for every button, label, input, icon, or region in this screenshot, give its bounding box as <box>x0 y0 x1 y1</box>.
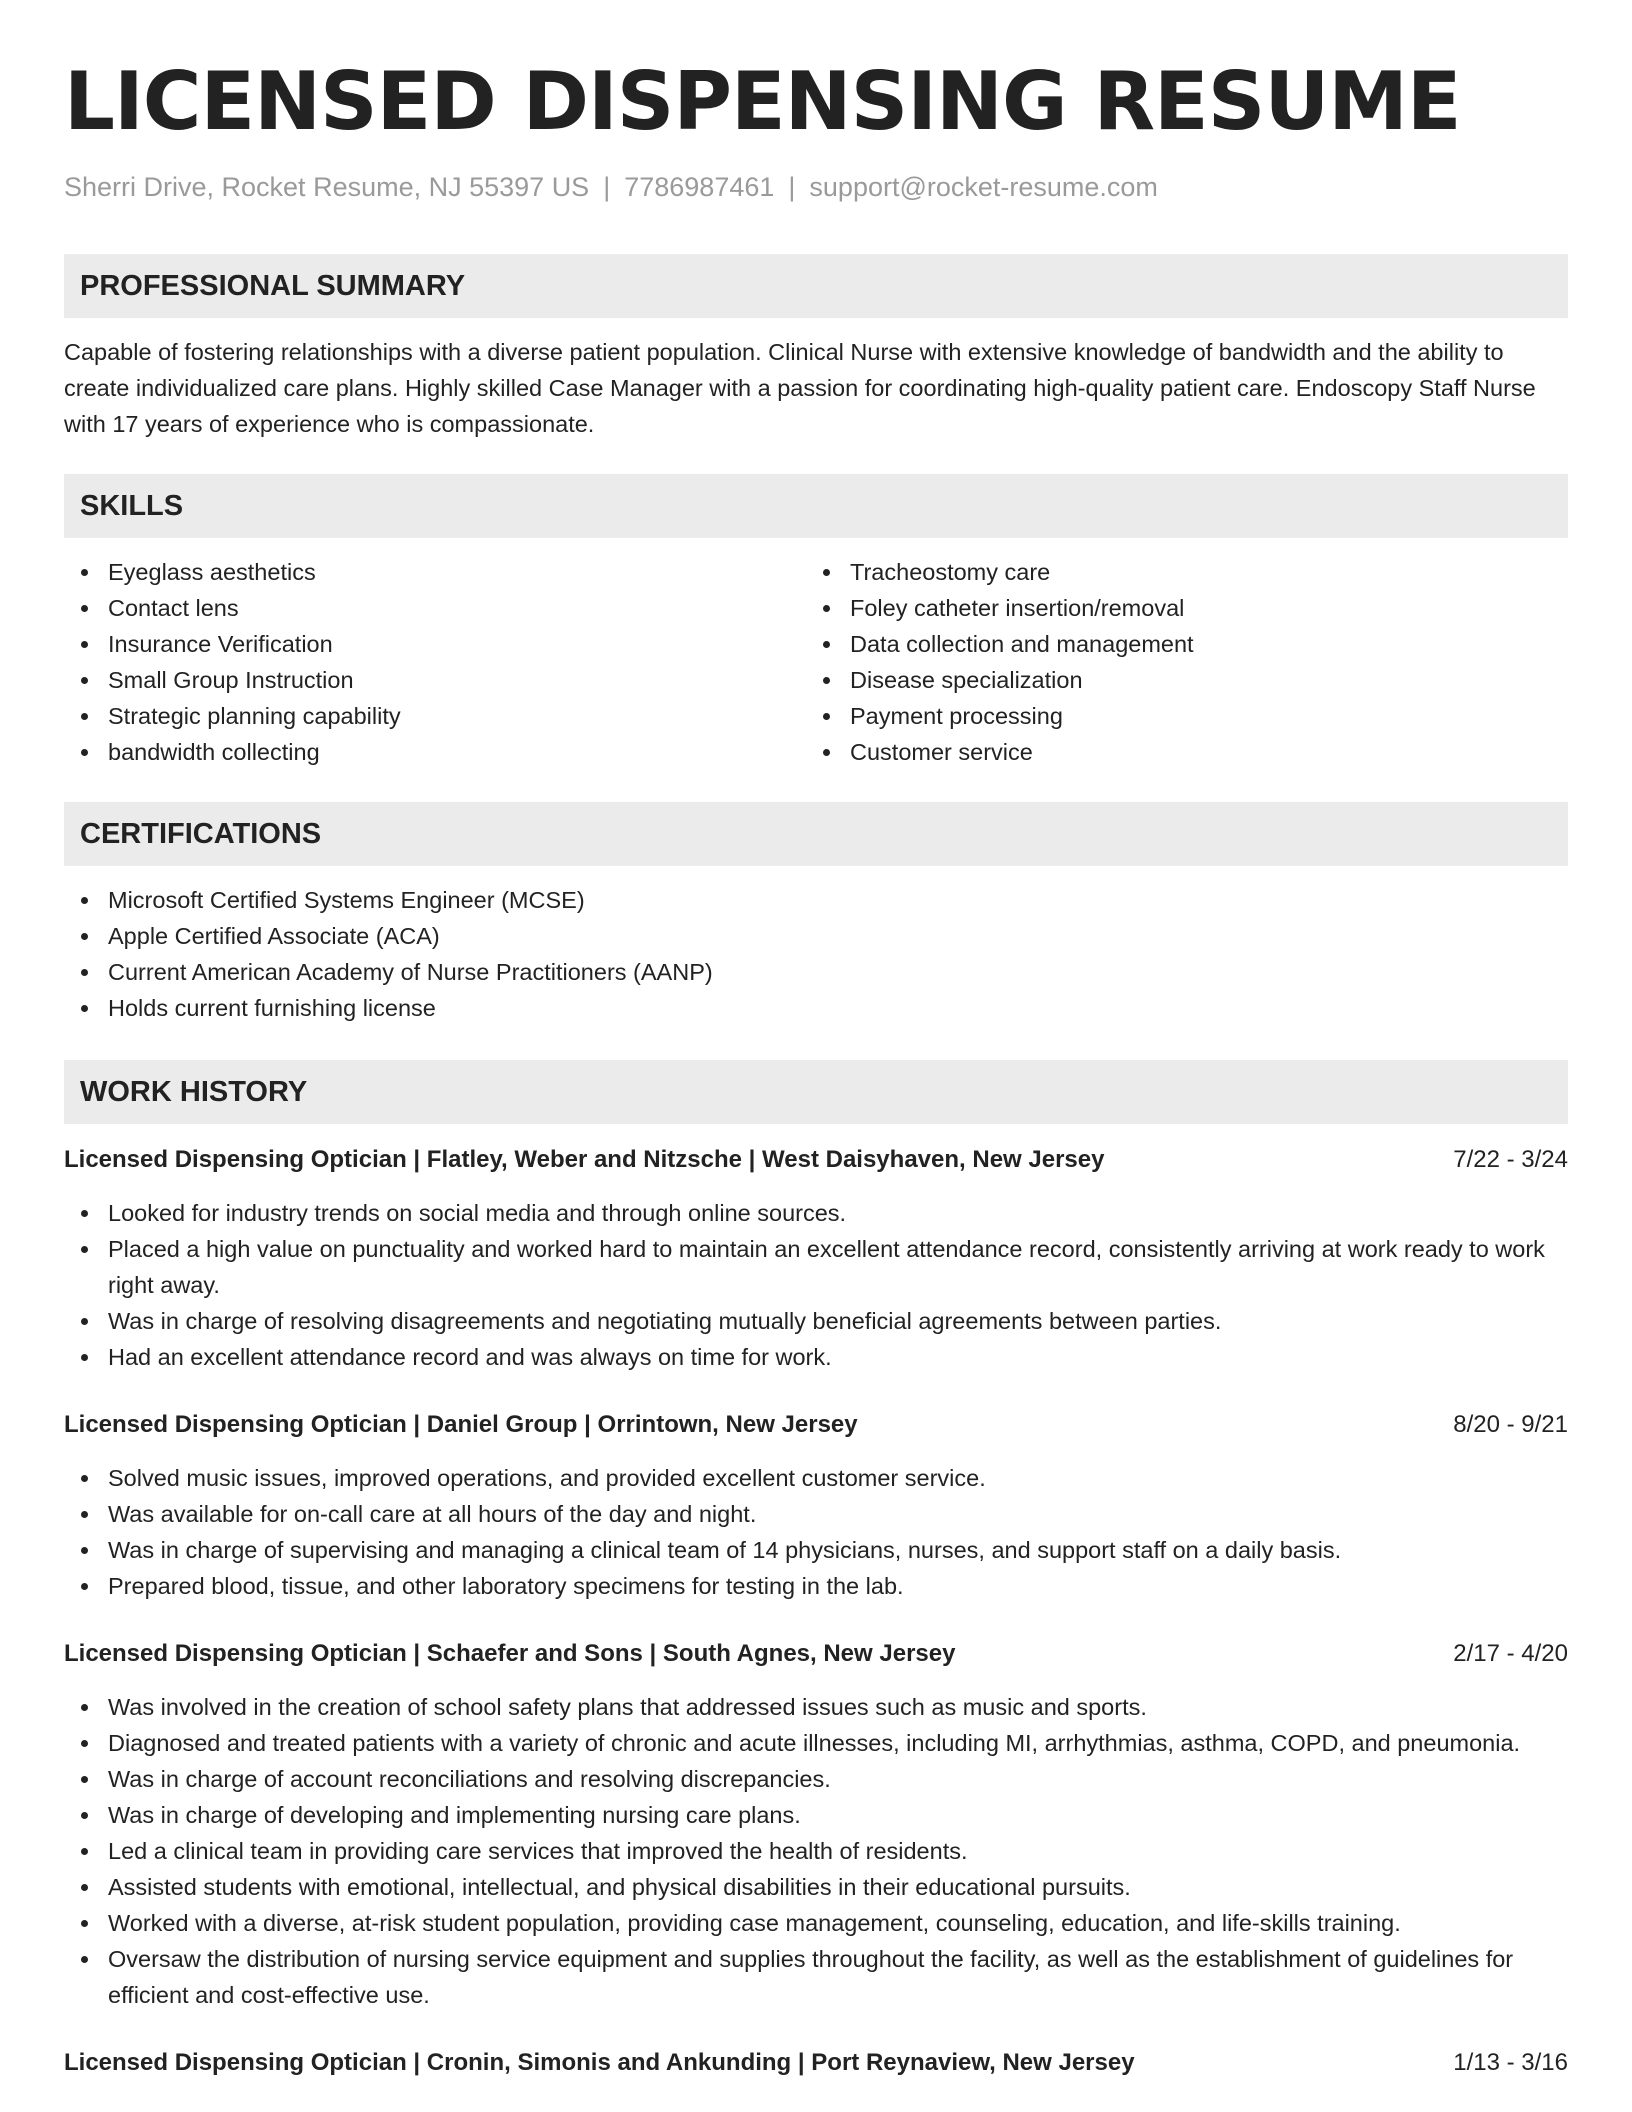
skill-item: Foley catheter insertion/removal <box>806 590 1548 626</box>
certification-item: Holds current furnishing license <box>64 990 1568 1026</box>
skill-item: Disease specialization <box>806 662 1548 698</box>
job-bullet: Was involved in the creation of school safety plans that addressed issues such as music and sports. <box>64 1689 1568 1725</box>
job-title: Licensed Dispensing Optician | Schaefer and Sons | South Agnes, New Jersey <box>64 1640 956 1667</box>
job-bullet: Prepared blood, tissue, and other laboratory specimens for testing in the lab. <box>64 1568 1568 1604</box>
job-bullet: Solved music issues, improved operations, and provided excellent customer service. <box>64 1460 1568 1496</box>
certifications-section <box>64 802 1568 1026</box>
skills-columns <box>64 554 1568 770</box>
resume-page <box>64 0 1568 2081</box>
certifications-list <box>64 882 1568 1026</box>
job-entry <box>64 1636 1568 2013</box>
job-bullet: Looked for industry trends on social media and through online sources. <box>64 1195 1568 1231</box>
contact-line <box>64 170 1568 204</box>
contact-email[interactable]: support@rocket-resume.com <box>809 172 1158 202</box>
work-history-section <box>64 1060 1568 2081</box>
skill-item: Payment processing <box>806 698 1548 734</box>
skill-item: Strategic planning capability <box>64 698 806 734</box>
job-dates: 8/20 - 9/21 <box>1453 1411 1568 1438</box>
certifications-heading: CERTIFICATIONS <box>64 802 1568 866</box>
job-entry <box>64 2045 1568 2081</box>
job-bullets <box>64 1195 1568 1375</box>
skills-heading: SKILLS <box>64 474 1568 538</box>
job-bullet: Assisted students with emotional, intellectual, and physical disabilities in their educational pursuits. <box>64 1869 1568 1905</box>
job-header <box>64 2045 1568 2081</box>
skill-item: Tracheostomy care <box>806 554 1548 590</box>
job-bullet: Was in charge of developing and implementing nursing care plans. <box>64 1797 1568 1833</box>
job-bullet: Oversaw the distribution of nursing service equipment and supplies throughout the facility, as well as the establishment of guidelines for efficient and cost-effective use. <box>64 1941 1568 2013</box>
skills-list-right <box>806 554 1548 770</box>
job-bullet: Placed a high value on punctuality and worked hard to maintain an excellent attendance record, consistently arriving at work ready to work right away. <box>64 1231 1568 1303</box>
skill-item: Insurance Verification <box>64 626 806 662</box>
job-bullets <box>64 1689 1568 2013</box>
skill-item: Contact lens <box>64 590 806 626</box>
skill-item: Eyeglass aesthetics <box>64 554 806 590</box>
job-bullets <box>64 1460 1568 1604</box>
skill-item: Data collection and management <box>806 626 1548 662</box>
skill-item: Customer service <box>806 734 1548 770</box>
certification-item: Microsoft Certified Systems Engineer (MCSE) <box>64 882 1568 918</box>
job-bullet: Led a clinical team in providing care services that improved the health of residents. <box>64 1833 1568 1869</box>
contact-separator: | <box>603 172 611 202</box>
skills-list-left <box>64 554 806 770</box>
job-bullet: Was in charge of supervising and managing a clinical team of 14 physicians, nurses, and support staff on a daily basis. <box>64 1532 1568 1568</box>
job-header <box>64 1407 1568 1443</box>
job-bullet: Was in charge of account reconciliations and resolving discrepancies. <box>64 1761 1568 1797</box>
job-entry <box>64 1142 1568 1375</box>
job-dates: 2/17 - 4/20 <box>1453 1640 1568 1667</box>
job-bullet: Was in charge of resolving disagreements and negotiating mutually beneficial agreements between parties. <box>64 1303 1568 1339</box>
contact-address: Sherri Drive, Rocket Resume, NJ 55397 US <box>64 172 590 202</box>
job-dates: 1/13 - 3/16 <box>1453 2049 1568 2076</box>
job-dates: 7/22 - 3/24 <box>1453 1146 1568 1173</box>
job-title: Licensed Dispensing Optician | Daniel Group | Orrintown, New Jersey <box>64 1411 858 1438</box>
skill-item: Small Group Instruction <box>64 662 806 698</box>
certification-item: Current American Academy of Nurse Practitioners (AANP) <box>64 954 1568 990</box>
skill-item: bandwidth collecting <box>64 734 806 770</box>
job-header <box>64 1142 1568 1178</box>
job-bullet: Worked with a diverse, at-risk student population, providing case management, counseling, education, and life-skills training. <box>64 1905 1568 1941</box>
contact-separator: | <box>788 172 796 202</box>
job-bullet: Diagnosed and treated patients with a variety of chronic and acute illnesses, including MI, arrhythmias, asthma, COPD, and pneumonia. <box>64 1725 1568 1761</box>
summary-heading: PROFESSIONAL SUMMARY <box>64 254 1568 318</box>
job-header <box>64 1636 1568 1672</box>
contact-phone: 7786987461 <box>624 172 775 202</box>
job-entry <box>64 1407 1568 1604</box>
resume-title: LICENSED DISPENSING RESUME <box>64 55 1461 148</box>
job-bullet: Was available for on-call care at all hours of the day and night. <box>64 1496 1568 1532</box>
job-title: Licensed Dispensing Optician | Flatley, Weber and Nitzsche | West Daisyhaven, New Jersey <box>64 1146 1105 1173</box>
skills-section <box>64 474 1568 770</box>
job-title: Licensed Dispensing Optician | Cronin, Simonis and Ankunding | Port Reynaview, New Jersey <box>64 2049 1135 2076</box>
work-history-heading: WORK HISTORY <box>64 1060 1568 1124</box>
summary-text: Capable of fostering relationships with a diverse patient population. Clinical Nurse with extensive knowledge of bandwidth and the ability to create individualized care plans. Highly skilled Case Manager with a passion for coordinating high-quality patient care. Endoscopy Staff Nurse with 17 years of experience who is compassionate. <box>64 339 1536 437</box>
summary-section <box>64 254 1568 442</box>
certification-item: Apple Certified Associate (ACA) <box>64 918 1568 954</box>
job-bullet: Had an excellent attendance record and was always on time for work. <box>64 1339 1568 1375</box>
